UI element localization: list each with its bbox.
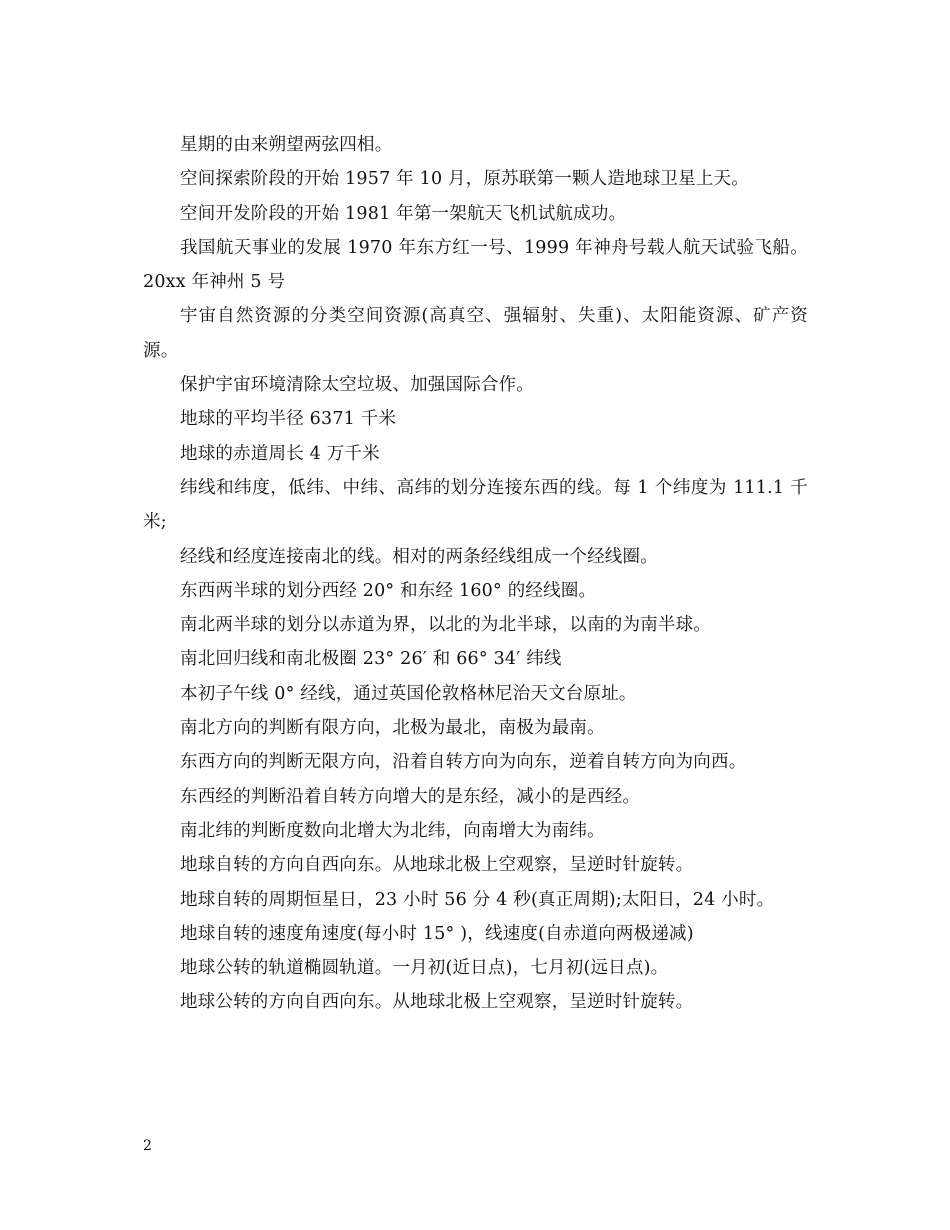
paragraph: 我国航天事业的发展 1970 年东方红一号、1999 年神舟号载人航天试验飞船。20xx 年神州 5 号 xyxy=(143,237,808,293)
paragraph: 地球的平均半径 6371 千米 xyxy=(180,409,397,430)
paragraph: 地球的赤道周长 4 万千米 xyxy=(180,443,380,464)
paragraph: 南北纬的判断度数向北增大为北纬，向南增大为南纬。 xyxy=(180,820,605,841)
paragraph: 本初子午线 0° 经线，通过英国伦敦格林尼治天文台原址。 xyxy=(180,683,637,704)
paragraph: 地球自转的速度角速度(每小时 15° )，线速度(自赤道向两极递减) xyxy=(180,923,694,944)
paragraph: 东西方向的判断无限方向，沿着自转方向为向东，逆着自转方向为向西。 xyxy=(180,752,747,773)
paragraph: 东西经的判断沿着自转方向增大的是东经，减小的是西经。 xyxy=(180,786,641,807)
paragraph: 星期的由来朔望两弦四相。 xyxy=(180,135,393,155)
document-body xyxy=(143,128,808,1020)
paragraph: 东西两半球的划分西经 20° 和东经 160° 的经线圈。 xyxy=(180,580,597,601)
paragraph: 纬线和纬度，低纬、中纬、高纬的划分连接东西的线。每 1 个纬度为 111.1 千米; xyxy=(143,477,808,533)
paragraph: 空间探索阶段的开始 1957 年 10 月，原苏联第一颗人造地球卫星上天。 xyxy=(180,169,749,190)
paragraph: 南北方向的判断有限方向，北极为最北，南极为最南。 xyxy=(180,718,605,739)
page-number: 2 xyxy=(143,1138,152,1154)
paragraph: 宇宙自然资源的分类空间资源(高真空、强辐射、失重)、太阳能资源、矿产资源。 xyxy=(143,306,808,361)
paragraph: 南北回归线和南北极圈 23° 26′ 和 66° 34′ 纬线 xyxy=(180,649,562,670)
paragraph: 空间开发阶段的开始 1981 年第一架航天飞机试航成功。 xyxy=(180,203,627,224)
paragraph: 保护宇宙环境清除太空垃圾、加强国际合作。 xyxy=(180,375,534,396)
paragraph: 经线和经度连接南北的线。相对的两条经线组成一个经线圈。 xyxy=(180,546,658,567)
paragraph: 地球公转的方向自西向东。从地球北极上空观察，呈逆时针旋转。 xyxy=(180,992,694,1013)
paragraph: 地球公转的轨道椭圆轨道。一月初(近日点)，七月初(远日点)。 xyxy=(180,958,669,979)
paragraph: 地球自转的方向自西向东。从地球北极上空观察，呈逆时针旋转。 xyxy=(180,855,694,876)
paragraph: 南北两半球的划分以赤道为界，以北的为北半球，以南的为南半球。 xyxy=(180,615,711,636)
paragraph: 地球自转的周期恒星日，23 小时 56 分 4 秒(真正周期);太阳日，24 小时。 xyxy=(180,889,775,910)
